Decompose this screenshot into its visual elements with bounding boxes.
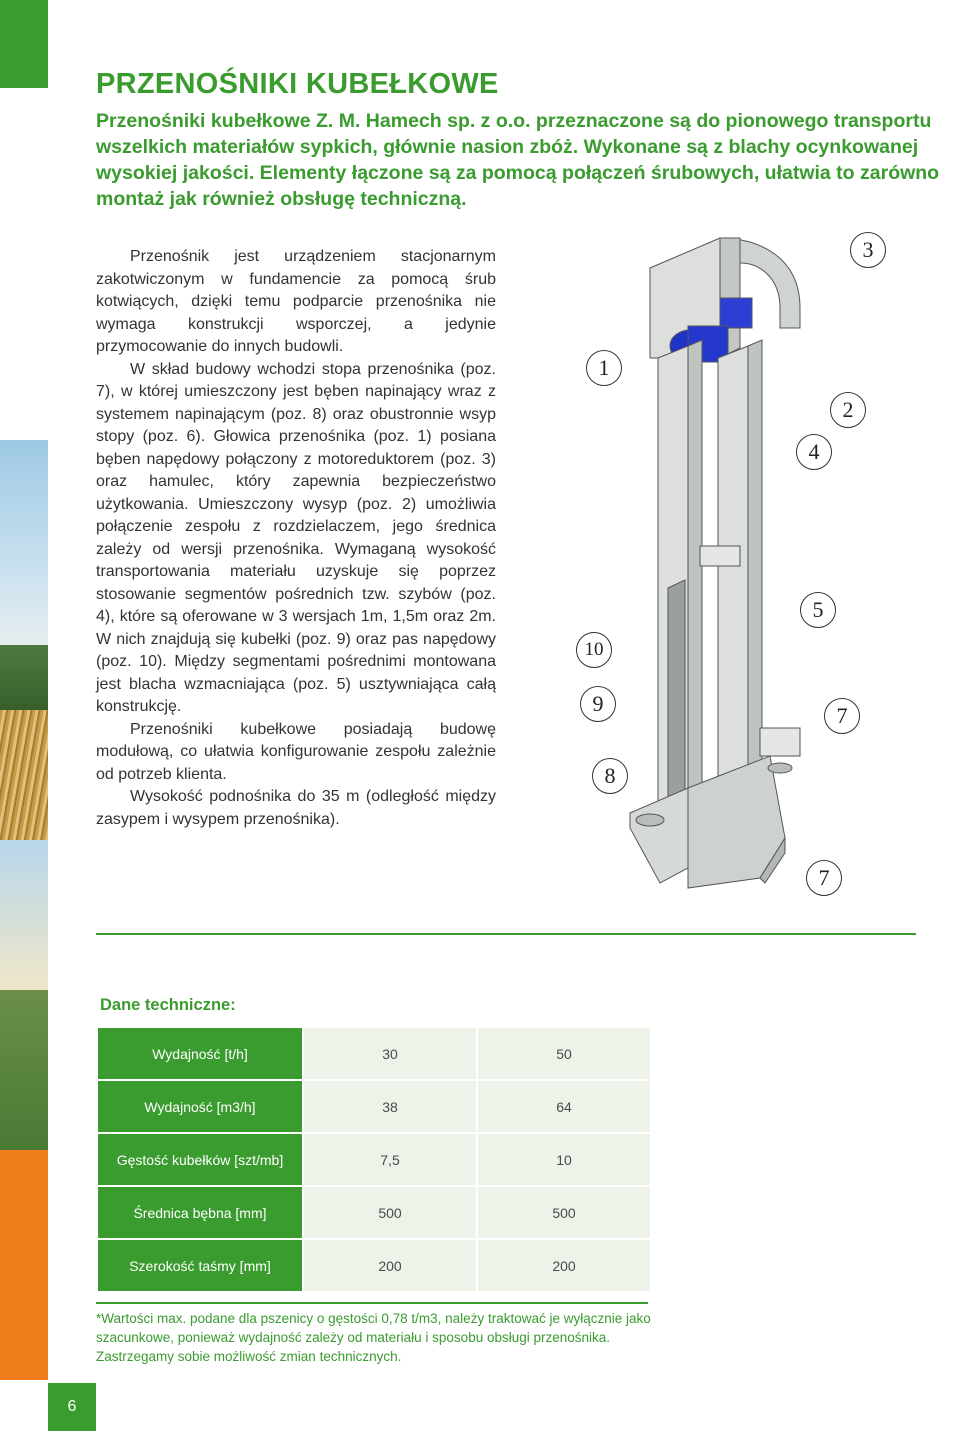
callout-8: 8 bbox=[592, 758, 628, 794]
tech-data-table bbox=[98, 1028, 650, 1293]
callout-7-upper: 7 bbox=[824, 698, 860, 734]
intro-paragraph: Przenośniki kubełkowe Z. M. Hamech sp. z o.o. przeznaczone są do pionowego transportu wszelkich materiałów sypkich, głównie nasion zbóż. Wykonane są z blachy ocynkowanej wysokiej jakości. Elementy łączone są za pomocą połączeń śrubowych, ułatwia to zarówno montaż jak również obsługę techniczną. bbox=[96, 110, 940, 210]
spec-value-1: 7,5 bbox=[302, 1134, 476, 1187]
spec-value-2: 50 bbox=[476, 1028, 650, 1081]
description-paragraph-2: W skład budowy wchodzi stopa przenośnika (poz. 7), w której umieszczony jest bęben napinający wraz z systemem napinającym (poz. 8) oraz obustronnie wsyp stopy (poz. 6). Głowica przenośnika (poz. 1) posiana bęben napędowy połączony z motoreduktorem (poz. 3) oraz hamulec, który zapewnia bezpieczeństwo użytkowania. Umieszczony wysyp (poz. 2) umożliwia połączenie zespołu z rozdzielaczem, jego średnica zależy od wersji przenośnika. Wymaganą wysokość transportowania materiału uzyskuje się poprzez stosowanie segmentów pośrednich tzw. szybów (poz. 4), które są oferowane w 3 wersjach 1m, 1,5m oraz 2m. W nich znajdują się kubełki (poz. 9) oraz pas napędowy (poz. 10). Między segmentami pośrednimi montowana jest blacha wzmacniająca (poz. 5) usztywniająca całą konstrukcję. bbox=[96, 360, 496, 715]
footnote: *Wartości max. podane dla pszenicy o gęstości 0,78 t/m3, należy traktować je wyłącznie jako szacunkowe, ponieważ wydajność zależy od materiału i sposobu obsługi przenośnika. Zastrzegamy sobie możliwość zmian technicznych. bbox=[96, 1311, 651, 1364]
table-row bbox=[98, 1240, 650, 1293]
elevator-illustration bbox=[570, 228, 910, 908]
field-photo-strip bbox=[0, 440, 48, 1380]
page-title: PRZENOŚNIKI KUBEŁKOWE bbox=[96, 68, 499, 100]
table-row bbox=[98, 1187, 650, 1240]
description-paragraph-3: Przenośniki kubełkowe posiadają budowę modułową, co ułatwia konfigurowanie zespołu zależnie od potrzeb klienta. bbox=[96, 720, 496, 783]
spec-value-1: 500 bbox=[302, 1187, 476, 1240]
callout-10: 10 bbox=[576, 632, 612, 668]
table-row bbox=[98, 1028, 650, 1081]
spec-label: Średnica bębna [mm] bbox=[98, 1187, 302, 1240]
spec-value-2: 500 bbox=[476, 1187, 650, 1240]
callout-9: 9 bbox=[580, 686, 616, 722]
description-text bbox=[96, 246, 496, 831]
callout-4: 4 bbox=[796, 434, 832, 470]
section-divider bbox=[96, 933, 916, 935]
table-row bbox=[98, 1134, 650, 1187]
spec-value-1: 200 bbox=[302, 1240, 476, 1293]
spec-label: Wydajność [m3/h] bbox=[98, 1081, 302, 1134]
spec-value-2: 200 bbox=[476, 1240, 650, 1293]
callout-7-lower: 7 bbox=[806, 860, 842, 896]
description-paragraph-4: Wysokość podnośnika do 35 m (odległość między zasypem i wysypem przenośnika). bbox=[96, 788, 496, 828]
spec-value-1: 38 bbox=[302, 1081, 476, 1134]
callout-3: 3 bbox=[850, 232, 886, 268]
callout-1: 1 bbox=[586, 350, 622, 386]
spec-label: Wydajność [t/h] bbox=[98, 1028, 302, 1081]
description-paragraph-1: Przenośnik jest urządzeniem stacjonarnym zakotwiczonym w fundamencie za pomocą śrub kotwiących, dzięki temu podparcie przenośnika nie wymaga konstrukcji wsporczej, a jedynie przymocowanie do innych budowli. bbox=[96, 248, 496, 355]
spec-label: Szerokość taśmy [mm] bbox=[98, 1240, 302, 1293]
spec-value-2: 10 bbox=[476, 1134, 650, 1187]
bucket-elevator-diagram bbox=[570, 228, 910, 908]
spec-value-1: 30 bbox=[302, 1028, 476, 1081]
footnote-divider bbox=[96, 1302, 648, 1304]
tech-data-title: Dane techniczne: bbox=[100, 996, 236, 1014]
top-green-strip bbox=[0, 0, 48, 88]
callout-5: 5 bbox=[800, 592, 836, 628]
table-row bbox=[98, 1081, 650, 1134]
page-number: 6 bbox=[48, 1383, 96, 1431]
callout-2: 2 bbox=[830, 392, 866, 428]
spec-value-2: 64 bbox=[476, 1081, 650, 1134]
spec-label: Gęstość kubełków [szt/mb] bbox=[98, 1134, 302, 1187]
